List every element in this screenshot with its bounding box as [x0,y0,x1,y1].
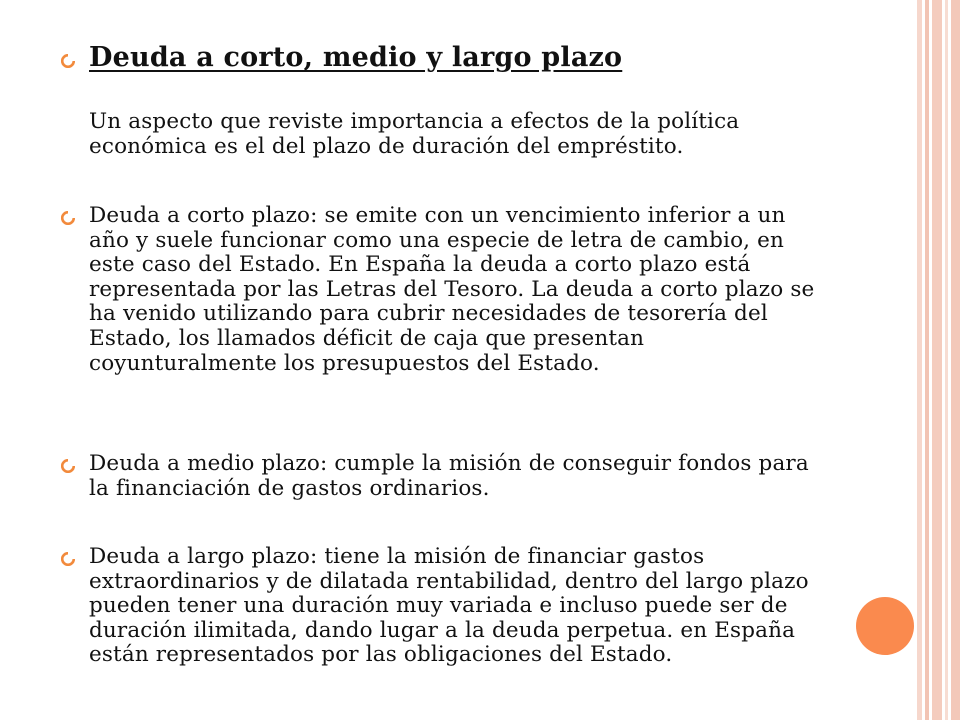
decorative-stripe [917,0,922,720]
slide-title: Deuda a corto, medio y largo plazo [89,42,623,73]
intro-text: Un aspecto que reviste importancia a efectos de la política económica es el del plazo de duración del empréstito. [89,109,740,159]
decorative-stripe [925,0,929,720]
ring-bullet-icon [61,54,75,68]
ring-bullet-icon [61,211,75,225]
bullet-text-corto-plazo: Deuda a corto plazo: se emite con un vencimiento inferior a un año y suele funcionar como una especie de letra de cambio, en este caso del Estado. En España la deuda a corto plazo está representada por las Letras del Tesoro. La deuda a corto plazo se ha venido utilizando para cubrir necesidades de tesorería del Estado, los llamados déficit de caja que presentan coyunturalmente los presupuestos del Estado. [89,203,815,376]
decorative-stripe [932,0,942,720]
decorative-stripe [945,0,948,720]
bullet-text-medio-plazo: Deuda a medio plazo: cumple la misión de conseguir fondos para la financiación de gastos ordinarios. [89,451,809,501]
decorative-stripe [951,0,960,720]
ring-bullet-icon [61,552,75,566]
ring-bullet-icon [61,459,75,473]
bullet-text-largo-plazo: Deuda a largo plazo: tiene la misión de financiar gastos extraordinarios y de dilatada rentabilidad, dentro del largo plazo pueden tener una duración muy variada e incluso puede ser de duración ilimitada, dando lugar a la deuda perpetua. en España están representados por las obligaciones del Estado. [89,544,809,668]
orange-circle-icon [856,597,914,655]
